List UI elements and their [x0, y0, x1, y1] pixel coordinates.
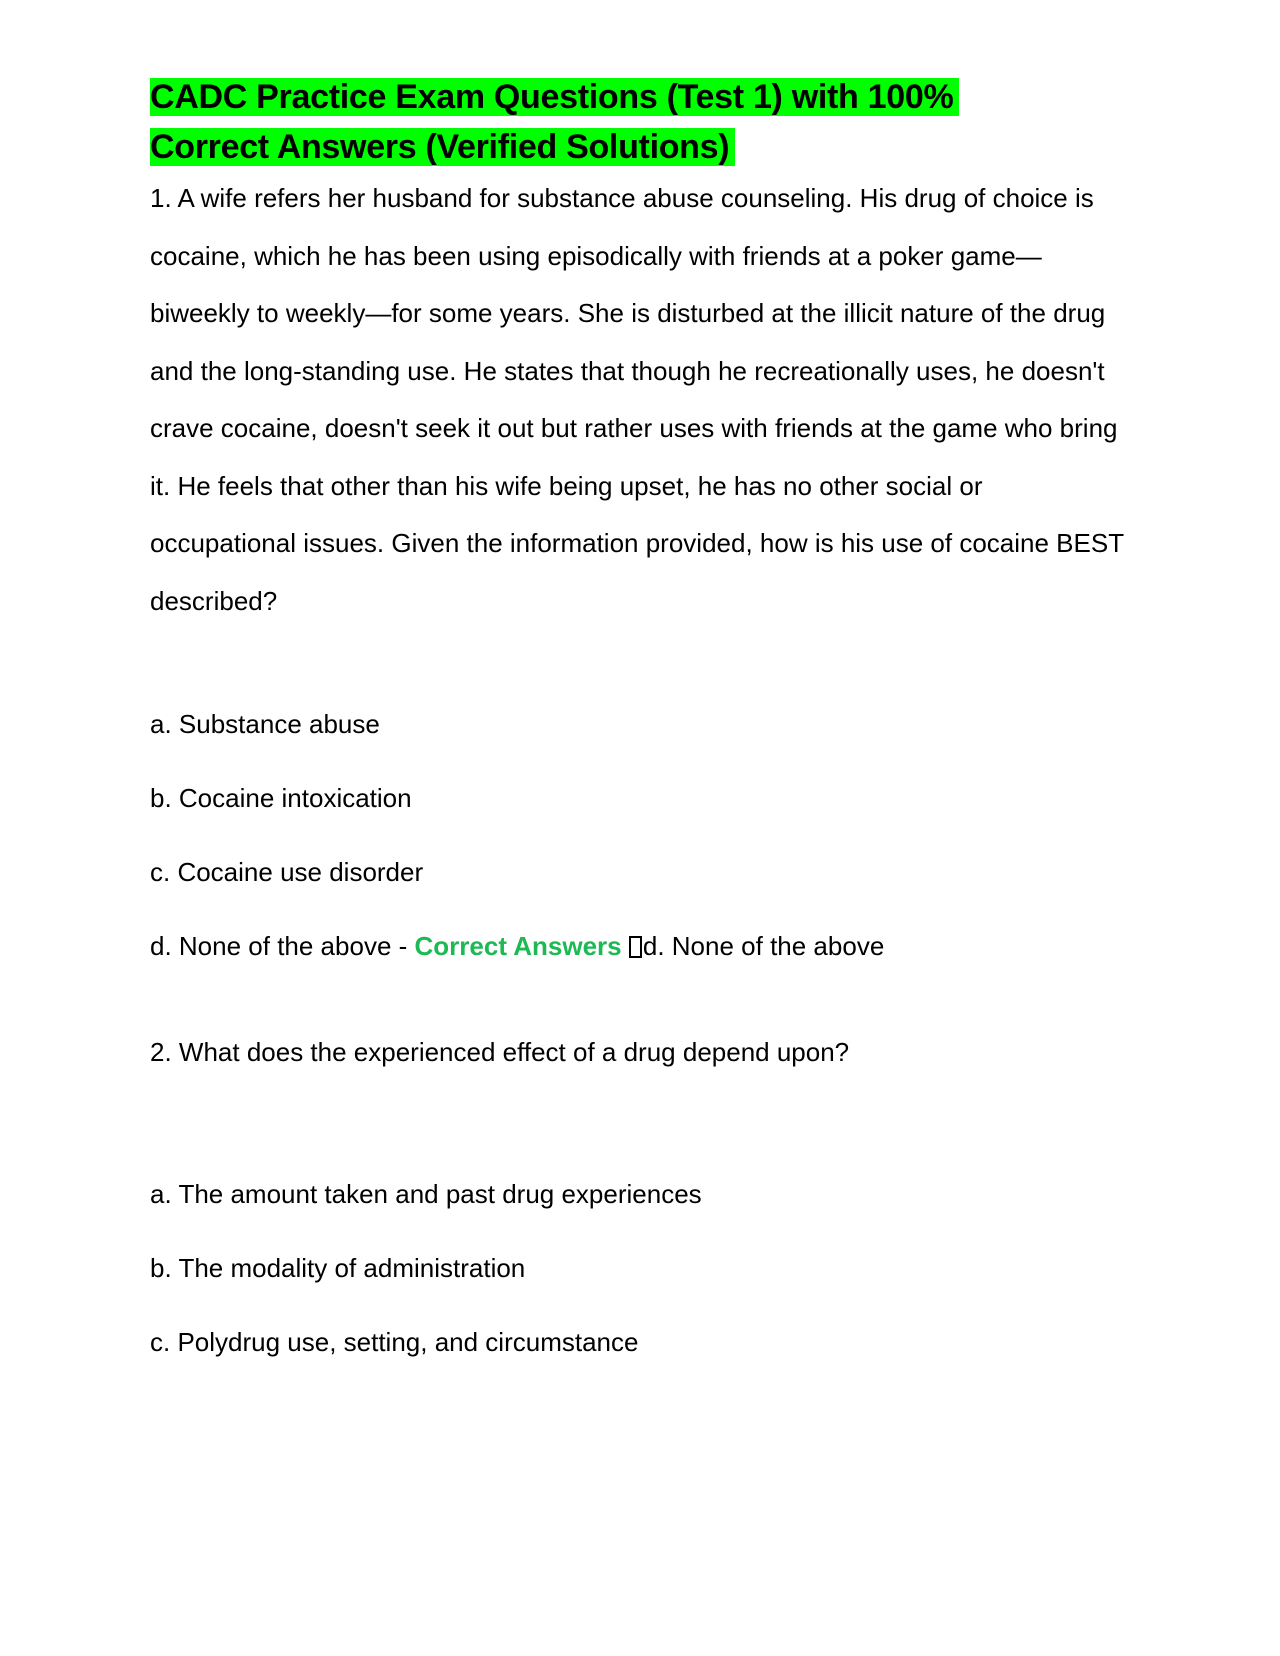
correct-answers-label: Correct Answers: [414, 931, 622, 961]
title-line-2: Correct Answers (Verified Solutions): [150, 128, 735, 166]
question-2-option-c: c. Polydrug use, setting, and circumstance: [150, 1327, 639, 1357]
question-1-option-a: a. Substance abuse: [150, 709, 380, 739]
spacer: [150, 630, 1130, 708]
option-d-prefix: d. None of the above -: [150, 931, 415, 961]
question-2-option-b: b. The modality of administration: [150, 1253, 526, 1283]
document-page: [150, 72, 1130, 1400]
question-1-text: 1. A wife refers her husband for substance abuse counseling. His drug of choice is cocaine, which he has been using episodically with friends at a poker game—biweekly to weekly—for some years. She is disturbed at the illicit nature of the drug and the long-standing use. He states that though he recreationally uses, he doesn't crave cocaine, doesn't seek it out but rather uses with friends at the game who bring it. He feels that other than his wife being upset, he has no other social or occupational issues. Given the information provided, how is his use of cocaine BEST described?: [150, 183, 1124, 616]
question-1-option-b: b. Cocaine intoxication: [150, 783, 412, 813]
question-1-option-d: [150, 930, 1130, 962]
document-title: [150, 72, 1130, 172]
title-line-1: CADC Practice Exam Questions (Test 1) with 100%: [150, 78, 959, 116]
correct-answer-text: d. None of the above: [642, 931, 885, 961]
checkbox-icon: [629, 936, 642, 958]
question-2-text: 2. What does the experienced effect of a drug depend upon?: [150, 1037, 850, 1067]
question-1-option-c: c. Cocaine use disorder: [150, 857, 424, 887]
question-2-option-a: a. The amount taken and past drug experiences: [150, 1179, 702, 1209]
spacer: [150, 962, 1130, 1036]
spacer: [150, 1068, 1130, 1178]
